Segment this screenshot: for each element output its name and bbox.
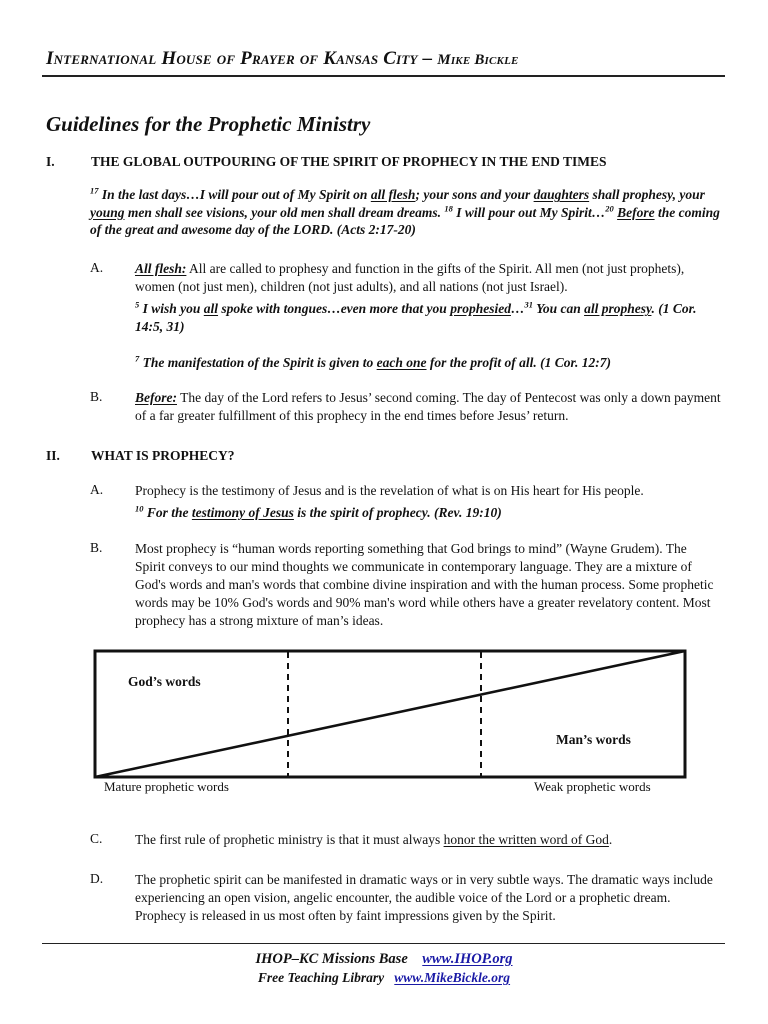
item-letter: D.	[90, 871, 104, 886]
item-2d-text: The prophetic spirit can be manifested in dramatic ways or in very subtle ways. The dramatic ways include experiencing an open vision, angelic encounter, the audible voice of the Lord or a prophetic dream. Prophecy is released in us most often by faint impressions given by the Spirit.	[135, 872, 713, 923]
item-body: All are called to prophesy and function in the gifts of the Spirit. All men (not just prophets), women (not just men), children (not just adults), and all nations (not just Israel).	[135, 261, 685, 294]
section-1-number: I.	[46, 154, 55, 169]
verse-number: 31	[524, 299, 533, 310]
weak-label: Weak prophetic words	[534, 779, 651, 794]
header-dash: –	[417, 48, 438, 69]
section-2-heading	[46, 448, 726, 466]
quote-underline: each one	[376, 355, 427, 370]
quote-text: You can	[532, 301, 585, 316]
verse-number: 17	[90, 185, 99, 196]
quote-underline: prophesied	[450, 301, 511, 316]
page-header	[46, 48, 519, 70]
verse-number: 20	[605, 203, 614, 213]
quote-text: the coming of the great and awesome day of the LORD. (Acts 2:17-20)	[90, 204, 720, 237]
item-1a-text	[135, 260, 725, 296]
quote-text: I will pour out My Spirit…	[452, 204, 606, 220]
item-2a-text: Prophecy is the testimony of Jesus and is the revelation of what is on His heart for His people.	[135, 483, 644, 498]
item-letter: B.	[90, 540, 103, 555]
quote-text: shall prophesy, your	[589, 187, 705, 202]
mikebickle-link[interactable]: www.MikeBickle.org	[394, 970, 511, 985]
quote-text: spoke with tongues…even more that you	[218, 301, 451, 316]
quote-text: for the profit of all. (1 Cor. 12:7)	[426, 355, 612, 370]
footer-library: Free Teaching Library	[257, 970, 385, 985]
quote-text: …	[510, 301, 525, 316]
quote-underline: all	[203, 301, 219, 316]
ihop-link[interactable]: www.IHOP.org	[422, 951, 513, 967]
quote-underline: Before	[617, 204, 655, 220]
footer-rule	[42, 943, 725, 944]
item-1b-text	[135, 389, 725, 425]
footer-line-2	[0, 970, 768, 986]
verse-number: 7	[135, 353, 140, 364]
verse-number: 10	[135, 503, 144, 514]
header-rule	[42, 75, 725, 77]
quote-text: is the spirit of prophecy. (Rev. 19:10)	[293, 505, 502, 520]
section-2-title: WHAT IS PROPHECY?	[91, 448, 235, 463]
cor-12-quote	[135, 354, 725, 372]
item-body: .	[608, 832, 613, 847]
footer-org: IHOP–KC Missions Base	[255, 951, 408, 967]
quote-underline: young	[90, 204, 125, 220]
verse-number: 5	[135, 299, 140, 310]
item-term: Before:	[135, 390, 177, 405]
quote-text: The manifestation of the Spirit is given to	[139, 355, 377, 370]
gods-words-label: God’s words	[128, 674, 201, 689]
item-underline: honor the written word of God	[443, 832, 609, 847]
quote-text: ; your sons and your	[415, 187, 534, 202]
section-1-heading	[46, 154, 726, 172]
item-letter: A.	[90, 260, 104, 275]
quote-underline: all flesh	[370, 187, 416, 202]
cor-14-quote	[135, 300, 725, 335]
quote-text: For the	[143, 505, 192, 520]
item-term: All flesh:	[135, 261, 187, 276]
quote-underline: daughters	[533, 187, 590, 202]
item-letter: C.	[90, 831, 103, 846]
footer-line-1	[0, 951, 768, 968]
header-author: Mike Bickle	[437, 52, 519, 68]
quote-underline: all prophesy	[584, 301, 652, 316]
quote-text: In the last days…I will pour out of My Spirit on	[98, 187, 371, 202]
mature-label: Mature prophetic words	[104, 779, 229, 794]
item-2b-text: Most prophecy is “human words reporting something that God brings to mind” (Wayne Grudem). The Spirit conveys to our mind thoughts we communicate in contemporary language. They are a mixture of God's words and man's words that combine divine inspiration and with the human process. Some prophetic words may be 10% God's words and 90% man's word while others have a greater revelatory content. Most prophecy has a strong mixture of man’s ideas.	[135, 541, 714, 628]
header-org: International House of Prayer of Kansas City	[46, 48, 418, 69]
item-body: The first rule of prophetic ministry is that it must always	[135, 832, 444, 847]
quote-underline: testimony of Jesus	[191, 505, 294, 520]
item-letter: A.	[90, 482, 104, 497]
acts-quote	[90, 186, 726, 239]
section-2-number: II.	[46, 448, 60, 463]
mans-words-label: Man’s words	[556, 732, 631, 747]
rev-quote	[135, 504, 725, 522]
page-title: Guidelines for the Prophetic Ministry	[46, 112, 371, 136]
item-letter: B.	[90, 389, 103, 404]
item-2c-text	[135, 831, 725, 849]
quote-text: men shall see visions, your old men shall dream dreams.	[124, 204, 445, 220]
quote-text: I wish you	[139, 301, 204, 316]
prophetic-words-diagram	[90, 646, 694, 786]
section-1-title: THE GLOBAL OUTPOURING OF THE SPIRIT OF PROPHECY IN THE END TIMES	[91, 154, 607, 169]
item-body: The day of the Lord refers to Jesus’ second coming. The day of Pentecost was only a down payment of a far greater fulfillment of this prophecy in the end times before Jesus’ return.	[135, 390, 721, 423]
verse-number: 18	[444, 203, 453, 213]
quote-text: . (1 Cor. 14:5, 31)	[135, 301, 697, 334]
